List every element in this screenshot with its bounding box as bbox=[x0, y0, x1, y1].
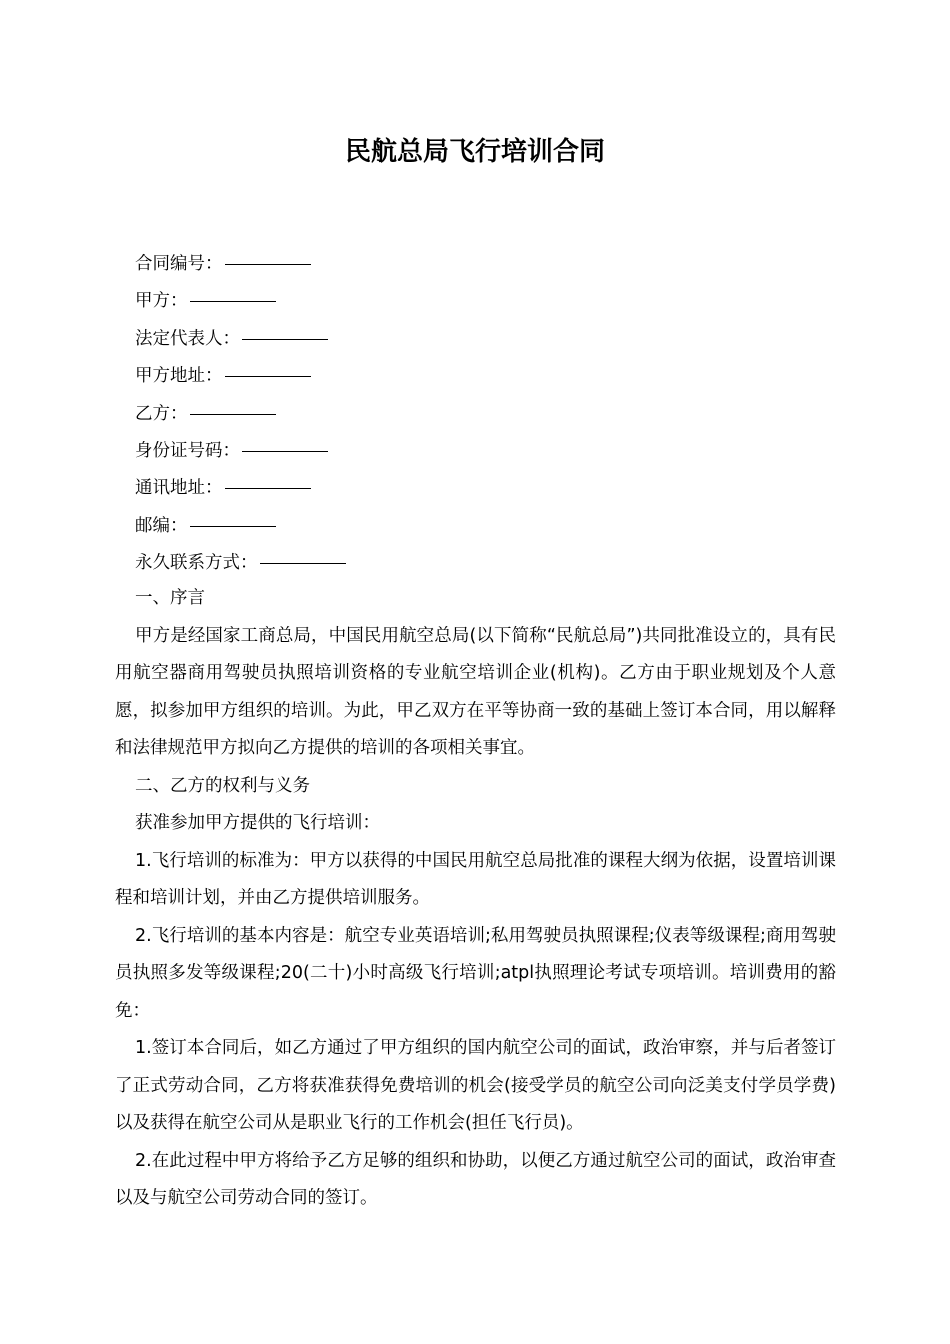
field-id-number bbox=[135, 433, 835, 470]
field-party-b bbox=[135, 396, 835, 433]
field-label: 合同编号： bbox=[135, 254, 223, 274]
field-label: 邮编： bbox=[135, 515, 188, 536]
blank-line bbox=[242, 338, 328, 340]
blank-line bbox=[225, 487, 311, 489]
field-party-a-address bbox=[135, 358, 835, 395]
blank-line bbox=[225, 375, 311, 377]
preface-paragraph: 甲方是经国家工商总局，中国民用航空总局(以下简称“民航总局”)共同批准设立的，具有民用航空器商用驾驶员执照培训资格的专业航空培训企业(机构)。乙方由于职业规划及个人意愿，拟参加甲方组织的培训。为此，甲乙双方在平等协商一致的基础上签订本合同，用以解释和法律规范甲方拟向乙方提供的培训的各项相关事宜。 bbox=[115, 625, 836, 758]
blank-line bbox=[190, 300, 276, 302]
rights-item-2: 2.飞行培训的基本内容是：航空专业英语培训;私用驾驶员执照课程;仪表等级课程;商用驾驶员执照多发等级课程;20(二十)小时高级飞行培训;atpl执照理论考试专项培训。培训费用的豁免： bbox=[115, 925, 836, 1021]
field-label: 身份证号码： bbox=[135, 440, 240, 461]
rights-item-1: 1.飞行培训的标准为：甲方以获得的中国民用航空总局批准的课程大纲为依据，设置培训课程和培训计划，并由乙方提供培训服务。 bbox=[115, 850, 836, 908]
blank-line bbox=[190, 525, 276, 527]
section-heading-rights: 二、乙方的权利与义务 bbox=[135, 775, 310, 796]
blank-line bbox=[260, 562, 346, 564]
document-title: 民航总局飞行培训合同 bbox=[344, 137, 605, 167]
field-party-a bbox=[135, 283, 835, 320]
field-label: 乙方： bbox=[135, 403, 188, 424]
field-label: 法定代表人： bbox=[135, 328, 240, 349]
contract-body bbox=[115, 580, 836, 1218]
section-heading-preface: 一、序言 bbox=[135, 588, 205, 608]
field-mailing-address bbox=[135, 470, 835, 507]
field-permanent-contact bbox=[135, 545, 835, 582]
field-legal-representative bbox=[135, 321, 835, 358]
blank-line bbox=[225, 263, 311, 265]
field-label: 甲方： bbox=[135, 291, 188, 312]
field-label: 通讯地址： bbox=[135, 478, 223, 499]
rights-intro: 获准参加甲方提供的飞行培训： bbox=[135, 813, 380, 833]
field-label: 永久联系方式： bbox=[135, 553, 258, 574]
field-postcode bbox=[135, 508, 835, 545]
waiver-item-2: 2.在此过程中甲方将给予乙方足够的组织和协助，以便乙方通过航空公司的面试，政治审查以及与航空公司劳动合同的签订。 bbox=[115, 1150, 836, 1208]
blank-line bbox=[242, 450, 328, 452]
contract-fields bbox=[135, 246, 835, 583]
field-contract-number bbox=[135, 246, 835, 283]
blank-line bbox=[190, 413, 276, 415]
waiver-item-1: 1.签订本合同后，如乙方通过了甲方组织的国内航空公司的面试，政治审察，并与后者签订了正式劳动合同，乙方将获准获得免费培训的机会(接受学员的航空公司向泛美支付学员学费)以及获得在航空公司从是职业飞行的工作机会(担任飞行员)。 bbox=[115, 1038, 836, 1133]
field-label: 甲方地址： bbox=[135, 366, 223, 387]
